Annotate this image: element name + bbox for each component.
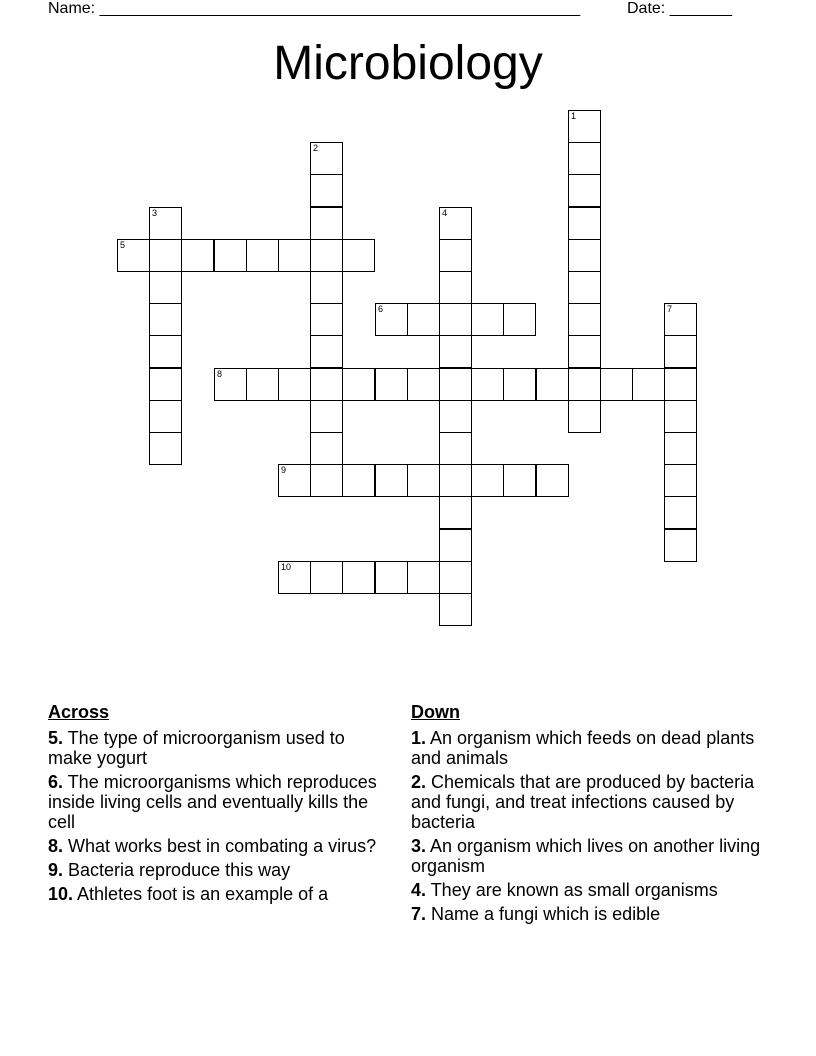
grid-cell[interactable] xyxy=(471,303,504,336)
grid-cell[interactable] xyxy=(568,142,601,175)
grid-cell[interactable] xyxy=(149,271,182,304)
grid-cell[interactable] xyxy=(664,400,697,433)
grid-cell[interactable] xyxy=(439,207,472,240)
grid-cell[interactable] xyxy=(214,239,247,272)
grid-cell[interactable] xyxy=(278,561,311,594)
grid-cell[interactable] xyxy=(310,239,343,272)
grid-cell[interactable] xyxy=(536,464,569,497)
grid-cell[interactable] xyxy=(149,239,182,272)
grid-cell[interactable] xyxy=(310,174,343,207)
grid-cell[interactable] xyxy=(439,303,472,336)
grid-cell[interactable] xyxy=(439,368,472,401)
page-title: Microbiology xyxy=(273,37,543,90)
down-clue-1 xyxy=(411,728,776,768)
grid-cell[interactable] xyxy=(117,239,150,272)
down-heading: Down xyxy=(411,702,460,722)
clue-text: Name a fungi which is edible xyxy=(426,904,661,924)
grid-cell[interactable] xyxy=(568,271,601,304)
grid-cell[interactable] xyxy=(375,303,408,336)
grid-cell[interactable] xyxy=(375,368,408,401)
name-field-label: Name: ______________________________________________________ xyxy=(48,0,581,17)
grid-cell[interactable] xyxy=(503,368,536,401)
clue-text: What works best in combating a virus? xyxy=(63,836,377,856)
grid-cell[interactable] xyxy=(471,464,504,497)
grid-cell[interactable] xyxy=(342,561,375,594)
clue-number: 9. xyxy=(48,860,64,880)
grid-cell[interactable] xyxy=(310,561,343,594)
clue-text: They are known as small organisms xyxy=(426,880,718,900)
grid-cell[interactable] xyxy=(278,464,311,497)
grid-cell[interactable] xyxy=(503,303,536,336)
cell-number: 8 xyxy=(217,369,223,379)
grid-cell[interactable] xyxy=(310,142,343,175)
grid-cell[interactable] xyxy=(407,368,440,401)
grid-cell[interactable] xyxy=(439,239,472,272)
cell-number: 3 xyxy=(152,208,158,218)
grid-cell[interactable] xyxy=(439,464,472,497)
clue-text: Chemicals that are produced by bacteria and fungi, and treat infections caused by bacteria xyxy=(411,772,755,832)
cell-number: 7 xyxy=(667,304,673,314)
across-clues xyxy=(48,702,393,908)
grid-cell[interactable] xyxy=(664,335,697,368)
across-clue-9 xyxy=(48,860,393,880)
clue-number: 8. xyxy=(48,836,64,856)
grid-cell[interactable] xyxy=(568,174,601,207)
down-clue-3 xyxy=(411,836,776,876)
grid-cell[interactable] xyxy=(214,368,247,401)
grid-cell[interactable] xyxy=(407,561,440,594)
grid-cell[interactable] xyxy=(439,529,472,562)
clue-number: 5. xyxy=(48,728,64,748)
clue-number: 3. xyxy=(411,836,427,856)
grid-cell[interactable] xyxy=(310,335,343,368)
grid-cell[interactable] xyxy=(568,239,601,272)
clue-text: An organism which feeds on dead plants and animals xyxy=(411,728,755,768)
across-clue-8 xyxy=(48,836,393,856)
grid-cell[interactable] xyxy=(600,368,633,401)
grid-cell[interactable] xyxy=(149,400,182,433)
grid-cell[interactable] xyxy=(310,303,343,336)
clue-number: 1. xyxy=(411,728,427,748)
clue-text: Athletes foot is an example of a xyxy=(73,884,329,904)
grid-cell[interactable] xyxy=(149,368,182,401)
cell-number: 4 xyxy=(442,208,448,218)
cell-number: 9 xyxy=(281,465,287,475)
grid-cell[interactable] xyxy=(342,368,375,401)
grid-cell[interactable] xyxy=(439,271,472,304)
grid-cell[interactable] xyxy=(439,561,472,594)
across-clue-5 xyxy=(48,728,393,768)
down-clue-2 xyxy=(411,772,776,832)
date-field-label: Date: _______ xyxy=(627,0,732,17)
grid-cell[interactable] xyxy=(471,368,504,401)
grid-cell[interactable] xyxy=(342,464,375,497)
grid-cell[interactable] xyxy=(664,368,697,401)
grid-cell[interactable] xyxy=(439,432,472,465)
clue-text: The microorganisms which reproduces inside living cells and eventually kills the cell xyxy=(48,772,377,832)
grid-cell[interactable] xyxy=(375,464,408,497)
grid-cell[interactable] xyxy=(407,464,440,497)
grid-cell[interactable] xyxy=(375,561,408,594)
down-clue-7 xyxy=(411,904,776,924)
grid-cell[interactable] xyxy=(246,239,279,272)
clue-text: An organism which lives on another living organism xyxy=(411,836,761,876)
grid-cell[interactable] xyxy=(664,464,697,497)
grid-cell[interactable] xyxy=(664,496,697,529)
cell-number: 6 xyxy=(378,304,384,314)
grid-cell[interactable] xyxy=(342,239,375,272)
grid-cell[interactable] xyxy=(568,400,601,433)
grid-cell[interactable] xyxy=(278,239,311,272)
grid-cell[interactable] xyxy=(439,335,472,368)
grid-cell[interactable] xyxy=(664,432,697,465)
clue-number: 10. xyxy=(48,884,74,904)
grid-cell[interactable] xyxy=(407,303,440,336)
cell-number: 1 xyxy=(571,111,577,121)
clue-text: The type of microorganism used to make yogurt xyxy=(48,728,345,768)
grid-cell[interactable] xyxy=(568,110,601,143)
grid-cell[interactable] xyxy=(664,529,697,562)
grid-cell[interactable] xyxy=(149,207,182,240)
across-heading: Across xyxy=(48,702,110,722)
grid-cell[interactable] xyxy=(568,207,601,240)
grid-cell[interactable] xyxy=(149,303,182,336)
across-clue-6 xyxy=(48,772,393,832)
clue-number: 7. xyxy=(411,904,427,924)
grid-cell[interactable] xyxy=(568,303,601,336)
grid-cell[interactable] xyxy=(149,432,182,465)
grid-cell[interactable] xyxy=(568,368,601,401)
grid-cell[interactable] xyxy=(310,271,343,304)
down-clue-4 xyxy=(411,880,776,900)
across-clue-10 xyxy=(48,884,393,904)
clue-number: 4. xyxy=(411,880,427,900)
clue-number: 6. xyxy=(48,772,64,792)
grid-cell[interactable] xyxy=(439,593,472,626)
grid-cell[interactable] xyxy=(278,368,311,401)
grid-cell[interactable] xyxy=(310,464,343,497)
grid-cell[interactable] xyxy=(149,335,182,368)
grid-cell[interactable] xyxy=(568,335,601,368)
grid-cell[interactable] xyxy=(664,303,697,336)
cell-number: 10 xyxy=(281,562,292,572)
cell-number: 5 xyxy=(120,240,126,250)
clue-number: 2. xyxy=(411,772,427,792)
grid-cell[interactable] xyxy=(310,207,343,240)
cell-number: 2 xyxy=(313,143,319,153)
grid-cell[interactable] xyxy=(310,400,343,433)
grid-cell[interactable] xyxy=(310,368,343,401)
grid-cell[interactable] xyxy=(310,432,343,465)
grid-cell[interactable] xyxy=(632,368,665,401)
grid-cell[interactable] xyxy=(503,464,536,497)
grid-cell[interactable] xyxy=(439,400,472,433)
down-clues xyxy=(411,702,776,928)
grid-cell[interactable] xyxy=(181,239,214,272)
grid-cell[interactable] xyxy=(246,368,279,401)
grid-cell[interactable] xyxy=(439,496,472,529)
clue-text: Bacteria reproduce this way xyxy=(63,860,291,880)
grid-cell[interactable] xyxy=(536,368,569,401)
